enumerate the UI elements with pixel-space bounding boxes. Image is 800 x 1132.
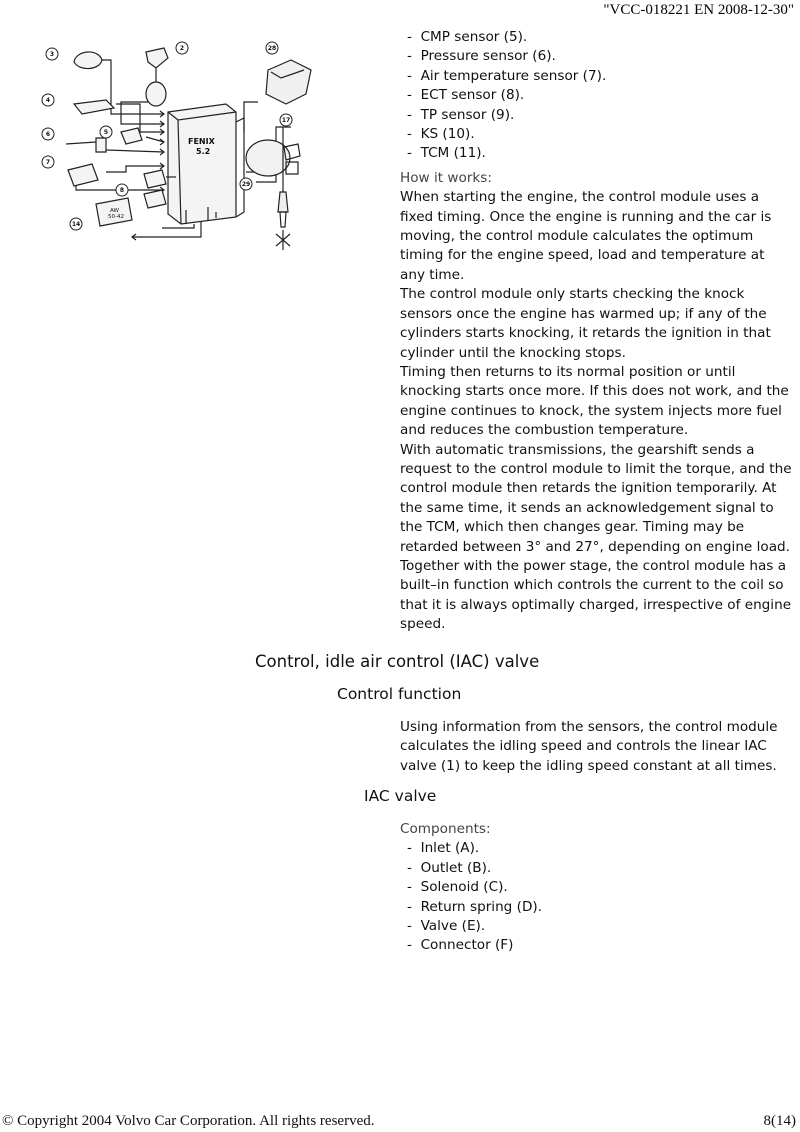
list-item: - Return spring (D). xyxy=(407,898,792,917)
document-id: "VCC-018221 EN 2008-12-30" xyxy=(603,2,794,18)
ignition-coil-illustration xyxy=(266,60,311,104)
callout-17: 17 xyxy=(281,117,291,124)
callout-6: 6 xyxy=(45,131,51,138)
paragraph: The control module only starts checking the knock sensors once the engine has warmed up; if any of the cylinders starts knocking, it retards the ignition in that cylinder until the knocking stops. xyxy=(400,286,771,361)
callout-8: 8 xyxy=(119,187,125,194)
paragraph: Using information from the sensors, the control module calculates the idling speed and controls the linear IAC valve (1) to keep the idling speed constant at all times. xyxy=(400,719,778,774)
callout-14: 14 xyxy=(71,221,81,228)
list-item: - Pressure sensor (6). xyxy=(407,47,792,66)
list-item: - KS (10). xyxy=(407,125,792,144)
section-subtitle: Control function xyxy=(337,685,462,703)
components-section xyxy=(400,820,792,956)
callout-4: 4 xyxy=(45,97,51,104)
paragraph: Timing then returns to its normal position or until knocking starts once more. If this does not work, and the engine continues to knock, the system injects more fuel and reduces the combustion temperature. xyxy=(400,363,789,439)
list-item: - Solenoid (C). xyxy=(407,878,792,897)
callout-29: 29 xyxy=(241,181,251,188)
tcm-model-label: 50-42 xyxy=(108,214,124,220)
ignition-system-diagram xyxy=(36,32,336,257)
copyright-notice: © Copyright 2004 Volvo Car Corporation. All rights reserved. xyxy=(2,1113,375,1129)
callout-28: 28 xyxy=(267,45,277,52)
page-number: 8(14) xyxy=(763,1113,796,1129)
how-it-works-heading: How it works: xyxy=(400,169,492,186)
components-list xyxy=(400,839,792,955)
ecu-label: FENIX xyxy=(188,137,215,146)
iac-valve-title: IAC valve xyxy=(364,787,437,805)
sensor-list xyxy=(400,28,792,164)
callout-5: 5 xyxy=(103,129,109,136)
list-item: - TP sensor (9). xyxy=(407,106,792,125)
list-item: - CMP sensor (5). xyxy=(407,28,792,47)
paragraph: When starting the engine, the control module uses a fixed timing. Once the engine is running and the car is moving, the control module calculates the optimum timing for the engine speed, load and temperature at any time. xyxy=(400,189,772,283)
list-item: - Connector (F) xyxy=(407,936,792,955)
control-function-body xyxy=(400,718,792,776)
components-label: Components: xyxy=(400,821,491,837)
callout-3: 3 xyxy=(49,51,55,58)
list-item: - Inlet (A). xyxy=(407,839,792,858)
tcm-label: AW xyxy=(110,208,119,214)
callout-7: 7 xyxy=(45,159,51,166)
list-item: - Air temperature sensor (7). xyxy=(407,67,792,86)
paragraph: With automatic transmissions, the gearshift sends a request to the control module to limit the torque, and the control module then retards the ignition temporarily. At the same time, it sends an acknowledgement signal to the TCM, which then changes gear. Timing may be retarded between 3° and 27°, depending on engine load. Together with the power stage, the control module has a built–in function which controls the current to the coil so that it is always optimally charged, irrespective of engine speed. xyxy=(400,441,792,633)
list-item: - ECT sensor (8). xyxy=(407,86,792,105)
section-title: Control, idle air control (IAC) valve xyxy=(255,652,540,671)
list-item: - TCM (11). xyxy=(407,144,792,163)
list-item: - Outlet (B). xyxy=(407,859,792,878)
sensor-section xyxy=(400,28,792,635)
list-item: - Valve (E). xyxy=(407,917,792,936)
ecu-version-label: 5.2 xyxy=(196,147,211,156)
callout-2: 2 xyxy=(179,45,185,52)
